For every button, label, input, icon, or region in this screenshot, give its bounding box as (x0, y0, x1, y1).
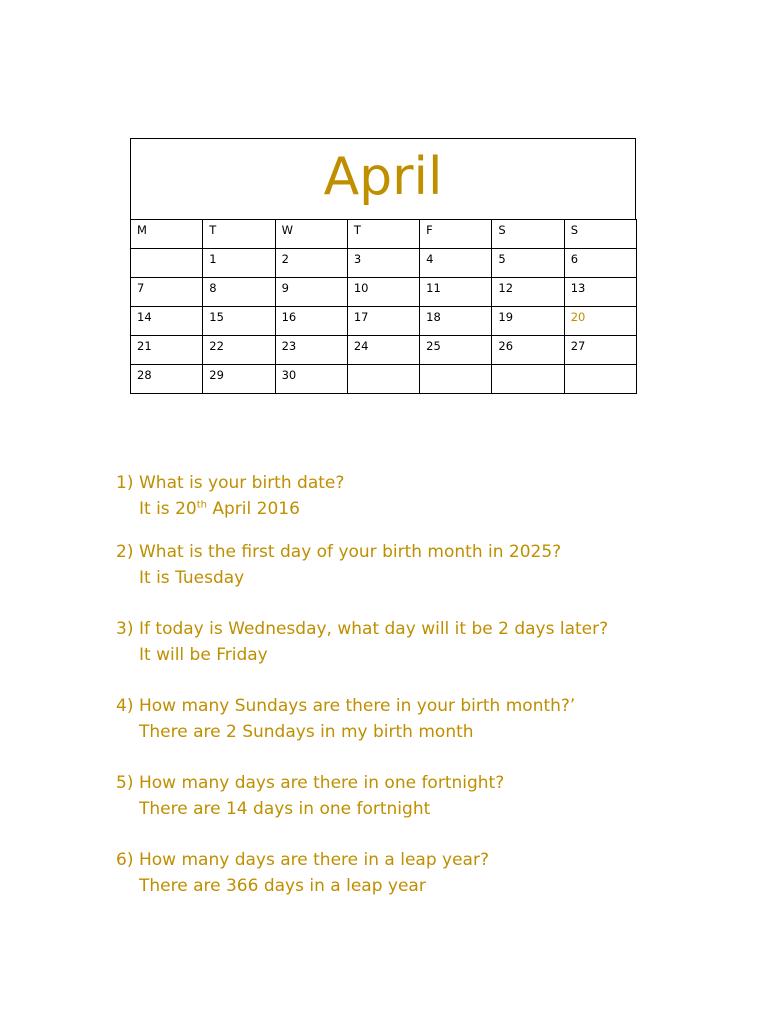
calendar-title-box (130, 138, 636, 219)
weekday-header: S (492, 220, 564, 249)
day-cell: 15 (203, 307, 275, 336)
week-row (131, 278, 637, 307)
weekday-header: W (275, 220, 347, 249)
qa-item (116, 693, 608, 745)
day-cell: 2 (275, 249, 347, 278)
week-row (131, 249, 637, 278)
day-cell: 10 (347, 278, 419, 307)
weekday-header: F (420, 220, 492, 249)
day-cell: 13 (564, 278, 636, 307)
day-cell: 18 (420, 307, 492, 336)
qa-item (116, 770, 608, 822)
day-cell (492, 365, 564, 394)
answer-text: It is Tuesday (139, 568, 245, 588)
qa-number: 5) (116, 773, 134, 793)
day-cell: 21 (131, 336, 203, 365)
week-row (131, 365, 637, 394)
day-cell (564, 365, 636, 394)
day-cell: 17 (347, 307, 419, 336)
question-text: How many days are there in a leap year? (139, 850, 489, 870)
day-cell: 6 (564, 249, 636, 278)
day-cell: 11 (420, 278, 492, 307)
qa-number: 1) (116, 473, 134, 493)
answer-text: There are 14 days in one fortnight (139, 799, 431, 819)
day-cell: 24 (347, 336, 419, 365)
day-cell: 29 (203, 365, 275, 394)
week-row (131, 307, 637, 336)
answer-text: There are 366 days in a leap year (139, 876, 426, 896)
qa-item (116, 539, 608, 591)
calendar-grid (130, 219, 637, 394)
day-cell: 14 (131, 307, 203, 336)
day-cell: 23 (275, 336, 347, 365)
qa-number: 3) (116, 619, 134, 639)
day-cell: 28 (131, 365, 203, 394)
highlighted-day-cell: 20 (564, 307, 636, 336)
answer-text: It is 20th April 2016 (139, 499, 300, 519)
day-cell (347, 365, 419, 394)
day-cell: 3 (347, 249, 419, 278)
day-cell: 30 (275, 365, 347, 394)
answer-text: There are 2 Sundays in my birth month (139, 722, 474, 742)
qa-item (116, 470, 608, 522)
weekday-header: T (347, 220, 419, 249)
qa-number: 6) (116, 850, 134, 870)
qa-item (116, 616, 608, 668)
weekday-header: S (564, 220, 636, 249)
weekday-header-row (131, 220, 637, 249)
calendar-month-title: April (323, 147, 443, 207)
day-cell (420, 365, 492, 394)
day-cell: 1 (203, 249, 275, 278)
weekday-header: T (203, 220, 275, 249)
weekday-header: M (131, 220, 203, 249)
question-text: What is the first day of your birth month in 2025? (139, 542, 562, 562)
day-cell: 5 (492, 249, 564, 278)
day-cell (131, 249, 203, 278)
day-cell: 27 (564, 336, 636, 365)
day-cell: 9 (275, 278, 347, 307)
question-answer-list (116, 470, 608, 899)
qa-number: 4) (116, 696, 134, 716)
day-cell: 22 (203, 336, 275, 365)
answer-text: It will be Friday (139, 645, 268, 665)
day-cell: 7 (131, 278, 203, 307)
day-cell: 19 (492, 307, 564, 336)
question-text: How many Sundays are there in your birth month?’ (139, 696, 576, 716)
qa-number: 2) (116, 542, 134, 562)
question-text: What is your birth date? (139, 473, 345, 493)
qa-item (116, 847, 608, 899)
week-row (131, 336, 637, 365)
question-text: If today is Wednesday, what day will it be 2 days later? (139, 619, 609, 639)
day-cell: 4 (420, 249, 492, 278)
day-cell: 16 (275, 307, 347, 336)
day-cell: 26 (492, 336, 564, 365)
day-cell: 25 (420, 336, 492, 365)
day-cell: 12 (492, 278, 564, 307)
question-text: How many days are there in one fortnight? (139, 773, 505, 793)
day-cell: 8 (203, 278, 275, 307)
